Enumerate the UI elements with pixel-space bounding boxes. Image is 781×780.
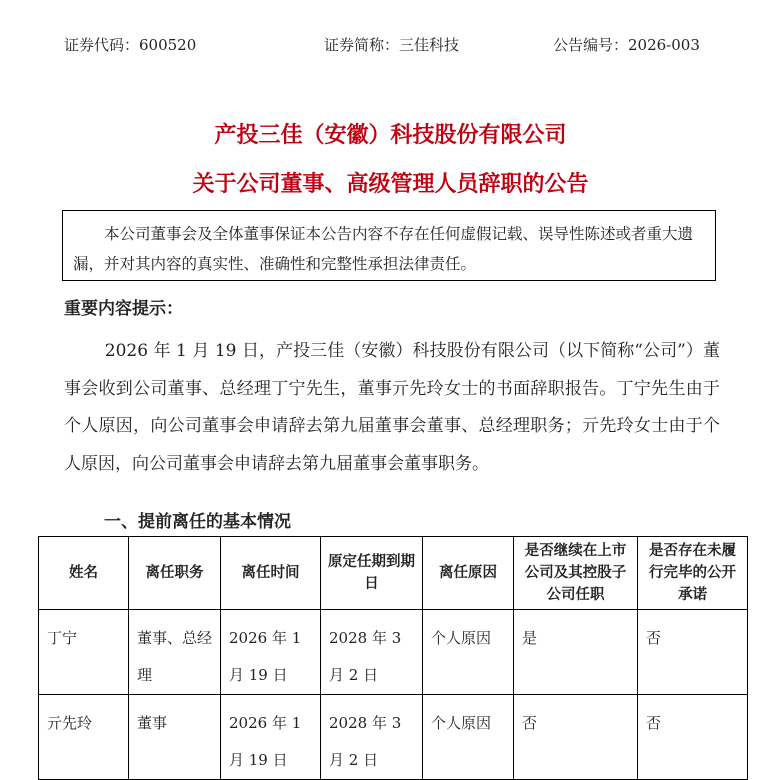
table-header-row: [39, 537, 748, 610]
key-points-heading: 重要内容提示：: [64, 299, 183, 319]
cell-pending-commitment: 否: [638, 695, 748, 780]
cell-name: 亓先玲: [39, 695, 129, 780]
cell-reason: 个人原因: [423, 610, 514, 695]
company-name-title: 产投三佳（安徽）科技股份有限公司: [214, 123, 567, 148]
header-departure-date: 离任时间: [221, 537, 321, 610]
departure-table: [38, 536, 748, 780]
cell-departure-date: 2026 年 1 月 19 日: [221, 610, 321, 695]
table-row: [39, 695, 748, 780]
cell-position: 董事、总经理: [129, 610, 221, 695]
cell-term-end: 2028 年 3 月 2 日: [321, 610, 423, 695]
cell-continue-office: 是: [514, 610, 638, 695]
header-pending-commitment: 是否存在未履行完毕的公开承诺: [638, 537, 748, 610]
cell-position: 董事: [129, 695, 221, 780]
announcement-number: 公告编号：2026-003: [553, 36, 700, 54]
cell-continue-office: 否: [514, 695, 638, 780]
stock-code: 证券代码：600520: [64, 36, 197, 54]
stock-abbreviation: 证券简称：三佳科技: [324, 36, 460, 54]
header-continue-office: 是否继续在上市公司及其控股子公司任职: [514, 537, 638, 610]
header-term-end: 原定任期到期日: [321, 537, 423, 610]
cell-term-end: 2028 年 3 月 2 日: [321, 695, 423, 780]
header-position: 离任职务: [129, 537, 221, 610]
cell-reason: 个人原因: [423, 695, 514, 780]
section-heading: 一、提前离任的基本情况: [104, 512, 291, 532]
cell-departure-date: 2026 年 1 月 19 日: [221, 695, 321, 780]
document-header: [0, 34, 781, 54]
announcement-subject-title: 关于公司董事、高级管理人员辞职的公告: [192, 172, 589, 197]
cell-pending-commitment: 否: [638, 610, 748, 695]
header-reason: 离任原因: [423, 537, 514, 610]
table-row: [39, 610, 748, 695]
cell-name: 丁宁: [39, 610, 129, 695]
header-name: 姓名: [39, 537, 129, 610]
key-points-paragraph: 2026 年 1 月 19 日，产投三佳（安徽）科技股份有限公司（以下简称“公司”）董事会收到公司董事、总经理丁宁先生，董事亓先玲女士的书面辞职报告。丁宁先生由于个人原因，向公司董事会申请辞去第九届董事会董事、总经理职务；亓先玲女士由于个人原因，向公司董事会申请辞去第九届董事会董事职务。: [64, 341, 720, 474]
disclaimer-box: 本公司董事会及全体董事保证本公告内容不存在任何虚假记载、误导性陈述或者重大遗漏，并对其内容的真实性、准确性和完整性承担法律责任。: [62, 210, 716, 281]
